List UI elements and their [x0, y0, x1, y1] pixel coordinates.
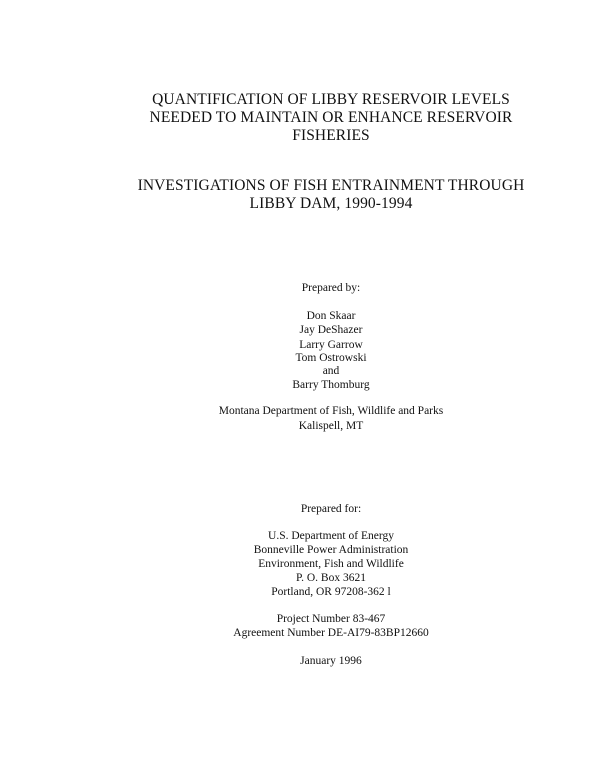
title-line-2: NEEDED TO MAINTAIN OR ENHANCE RESERVOIR: [149, 109, 513, 126]
author-name: Tom Ostrowski: [295, 352, 367, 364]
subtitle-line-2: LIBBY DAM, 1990-1994: [249, 195, 413, 212]
author-name: Barry Thomburg: [292, 379, 370, 391]
author-conjunction: and: [322, 365, 340, 377]
agreement-number: Agreement Number DE-AI79-83BP12660: [233, 627, 429, 639]
author-name: Jay DeShazer: [299, 324, 363, 336]
organization-location: Kalispell, MT: [298, 420, 364, 432]
title-line-1: QUANTIFICATION OF LIBBY RESERVOIR LEVELS: [152, 91, 510, 108]
sponsor-line: Portland, OR 97208-362 l: [271, 586, 391, 598]
subtitle-line-1: INVESTIGATIONS OF FISH ENTRAINMENT THROUGH: [137, 177, 525, 194]
sponsor-line: Environment, Fish and Wildlife: [258, 558, 404, 570]
sponsor-line: P. O. Box 3621: [296, 572, 366, 584]
report-date: January 1996: [300, 655, 362, 667]
sponsor-line: Bonneville Power Administration: [253, 544, 409, 556]
prepared-by-label: Prepared by:: [301, 282, 361, 294]
sponsor-line: U.S. Department of Energy: [268, 530, 394, 542]
author-name: Larry Garrow: [299, 339, 363, 351]
project-number: Project Number 83-467: [276, 613, 386, 625]
author-name: Don Skaar: [306, 310, 356, 322]
organization-name: Montana Department of Fish, Wildlife and Parks: [218, 405, 444, 417]
prepared-for-label: Prepared for:: [300, 503, 362, 515]
title-line-3: FISHERIES: [292, 127, 370, 144]
